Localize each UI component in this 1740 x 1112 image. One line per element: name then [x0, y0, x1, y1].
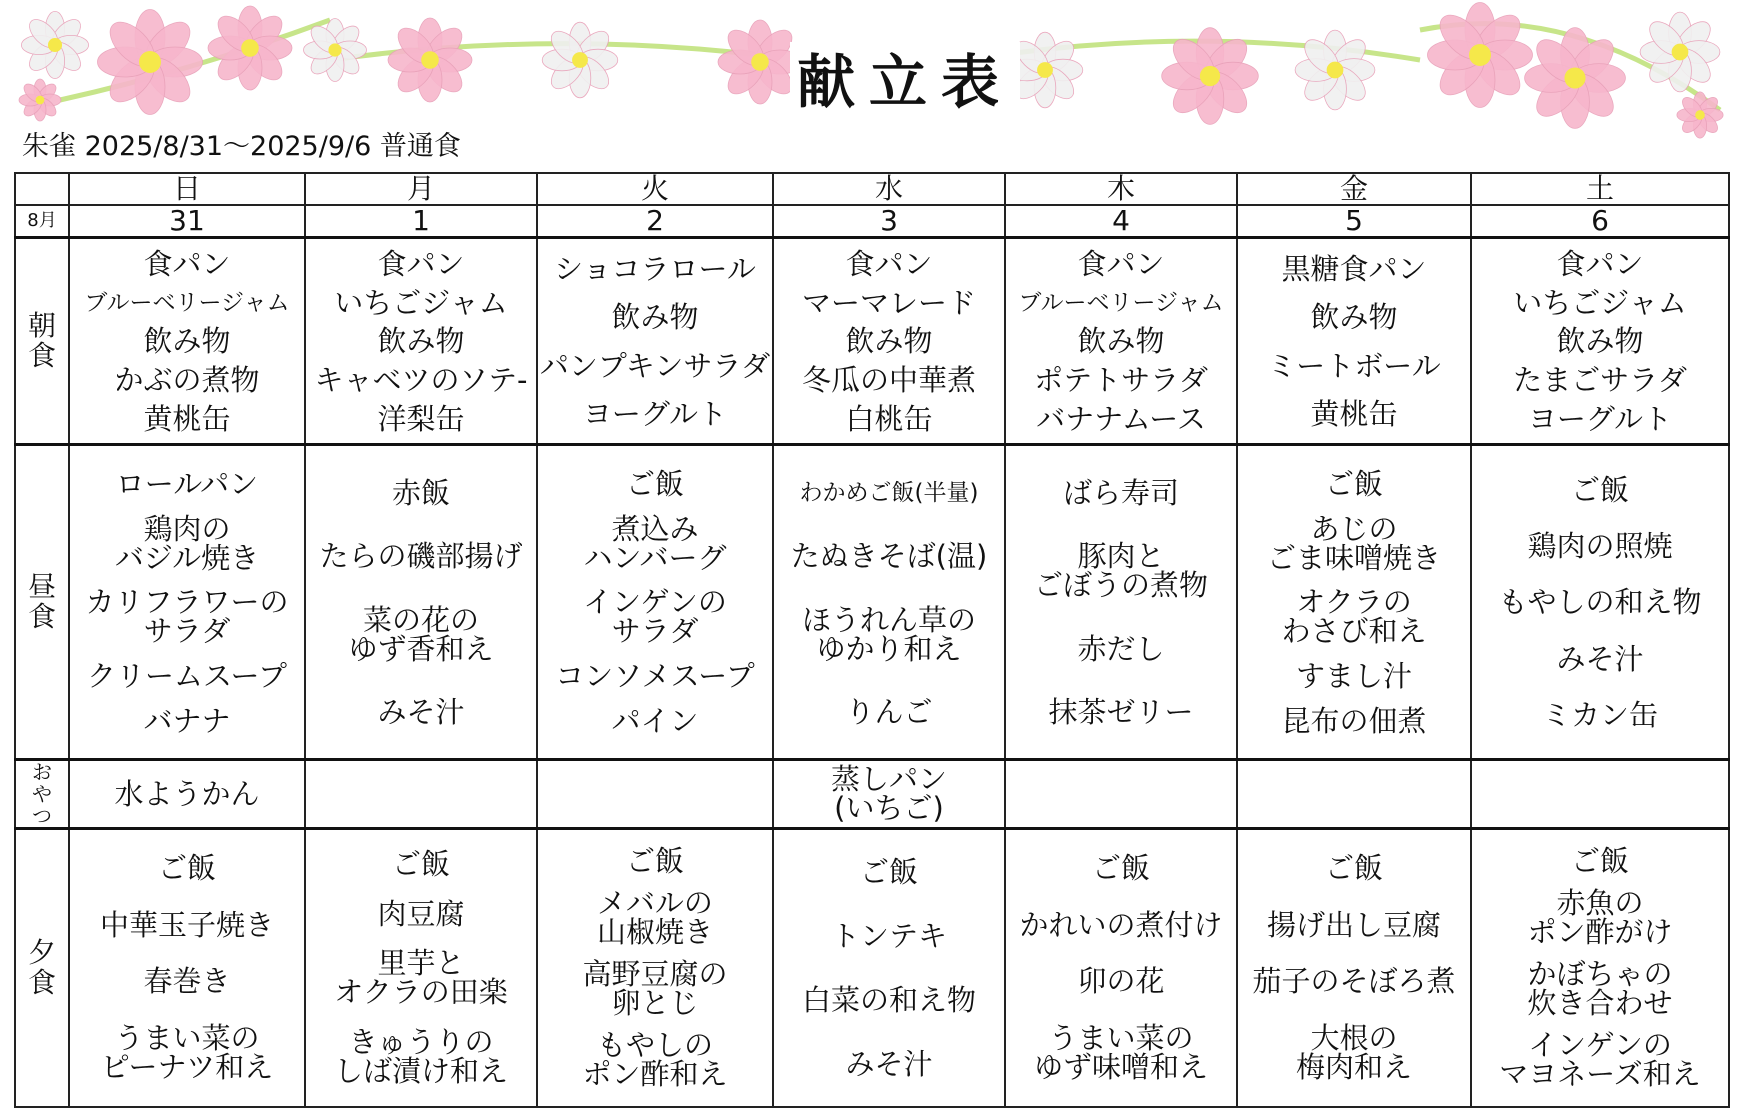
menu-item: 抹茶ゼリー — [1048, 694, 1194, 729]
breakfast-label — [15, 238, 69, 445]
weekday-row — [15, 173, 1729, 205]
menu-item: 食パン — [1077, 246, 1165, 281]
corner-cell — [15, 173, 69, 205]
menu-item: 食パン — [845, 246, 933, 281]
menu-item: 卯の花 — [1077, 964, 1165, 999]
snack-cell — [773, 760, 1005, 829]
dinner-row — [15, 829, 1729, 1108]
page-title: 献立表 — [790, 42, 1020, 122]
meal-label-text: お や つ — [32, 760, 52, 828]
menu-item: 春巻き — [143, 964, 231, 999]
menu-item: いちごジャム — [334, 285, 508, 320]
weekday-cell: 水 — [773, 173, 1005, 205]
menu-items — [70, 239, 304, 443]
menu-item: コンソメスープ — [555, 659, 755, 694]
menu-item: 食パン — [143, 246, 231, 281]
menu-item: うまい菜の ゆず味噌和え — [1033, 1021, 1208, 1085]
menu-item: みそ汁 — [845, 1046, 933, 1081]
menu-item: 煮込み ハンバーグ — [583, 511, 727, 575]
breakfast-cell — [1237, 238, 1471, 445]
lunch-cell — [1237, 445, 1471, 760]
menu-item: メバルの 山椒焼き — [596, 885, 713, 949]
menu-items — [306, 239, 536, 443]
date-cell: 5 — [1237, 205, 1471, 238]
menu-item: ご飯 — [1570, 843, 1629, 878]
meal-label-text: 朝 食 — [27, 309, 56, 372]
weekday-cell: 金 — [1237, 173, 1471, 205]
menu-item: 飲み物 — [611, 300, 699, 335]
menu-items — [1472, 761, 1728, 827]
menu-item: 鶏肉の照焼 — [1527, 529, 1673, 564]
menu-item: ヨーグルト — [1527, 402, 1673, 437]
menu-item: かぶの煮物 — [114, 363, 260, 398]
dinner-cell — [1005, 829, 1237, 1108]
menu-item: 飲み物 — [377, 324, 465, 359]
menu-item: 昆布の佃煮 — [1281, 704, 1427, 739]
lunch-cell — [305, 445, 537, 760]
menu-items — [1006, 446, 1236, 758]
weekday-cell: 木 — [1005, 173, 1237, 205]
menu-items — [538, 761, 772, 827]
menu-item: わかめご飯(半量) — [799, 480, 979, 507]
menu-item: 揚げ出し豆腐 — [1266, 907, 1441, 942]
menu-item: インゲンの サラダ — [583, 585, 727, 649]
month-label: 8月 — [15, 205, 69, 238]
lunch-cell — [69, 445, 305, 760]
menu-item: 黒糖食パン — [1281, 251, 1427, 286]
breakfast-cell — [69, 238, 305, 445]
menu-table — [14, 172, 1730, 1108]
cosmos-flower — [19, 79, 61, 121]
menu-item: 里芋と オクラの田楽 — [334, 946, 508, 1010]
menu-item: パイン — [611, 704, 699, 739]
menu-items — [1006, 239, 1236, 443]
menu-subtitle: 朱雀 2025/8/31～2025/9/6 普通食 — [22, 131, 461, 162]
dinner-cell — [69, 829, 305, 1108]
menu-item: 中華玉子焼き — [99, 907, 274, 942]
menu-item: ブルーベリージャム — [1018, 289, 1224, 316]
snack-cell — [69, 760, 305, 829]
menu-items — [306, 761, 536, 827]
menu-items — [1006, 830, 1236, 1106]
menu-item: 黄桃缶 — [1310, 397, 1398, 432]
menu-items — [1238, 761, 1470, 827]
date-row — [15, 205, 1729, 238]
menu-item: 肉豆腐 — [377, 896, 465, 931]
menu-item: 菜の花の ゆず香和え — [348, 602, 494, 666]
menu-item: ばら寿司 — [1062, 476, 1179, 511]
menu-item: ショコラロール — [554, 251, 756, 286]
menu-item: 飲み物 — [1077, 324, 1165, 359]
menu-item: ご飯 — [391, 847, 450, 882]
menu-item: 飲み物 — [1556, 324, 1644, 359]
menu-item: 水ようかん — [114, 776, 260, 811]
cosmos-flower — [542, 22, 618, 98]
date-cell: 1 — [305, 205, 537, 238]
dinner-cell — [773, 829, 1005, 1108]
dinner-cell — [537, 829, 773, 1108]
menu-item: バナナムース — [1036, 402, 1206, 437]
dinner-cell — [1237, 829, 1471, 1108]
lunch-row — [15, 445, 1729, 760]
menu-items — [70, 761, 304, 827]
snack-cell — [1005, 760, 1237, 829]
menu-item: ポテトサラダ — [1034, 363, 1208, 398]
menu-item: 飲み物 — [845, 324, 933, 359]
menu-item: 高野豆腐の 卵とじ — [582, 957, 728, 1021]
menu-item: うまい菜の ピーナツ和え — [100, 1021, 274, 1085]
menu-item: ロールパン — [115, 466, 259, 501]
menu-item: みそ汁 — [377, 694, 465, 729]
breakfast-row — [15, 238, 1729, 445]
menu-item: 飲み物 — [1310, 300, 1398, 335]
dinner-label — [15, 829, 69, 1108]
menu-items — [538, 239, 772, 443]
date-cell: 31 — [69, 205, 305, 238]
menu-items — [774, 446, 1004, 758]
menu-items — [70, 446, 304, 758]
date-cell: 4 — [1005, 205, 1237, 238]
menu-item: 白桃缶 — [845, 402, 933, 437]
menu-items — [1238, 446, 1470, 758]
lunch-cell — [537, 445, 773, 760]
menu-item: 白菜の和え物 — [801, 982, 976, 1017]
menu-items — [774, 761, 1004, 827]
lunch-cell — [773, 445, 1005, 760]
menu-item: 鶏肉の バジル焼き — [114, 511, 260, 575]
dinner-cell — [1471, 829, 1729, 1108]
menu-item: 冬瓜の中華煮 — [801, 363, 976, 398]
menu-item: オクラの わさび和え — [1281, 585, 1427, 649]
menu-item: ご飯 — [625, 843, 684, 878]
date-cell: 2 — [537, 205, 773, 238]
menu-item: もやしの和え物 — [1498, 585, 1702, 620]
weekday-cell: 月 — [305, 173, 537, 205]
menu-item: ミカン缶 — [1541, 698, 1658, 733]
menu-item: 赤飯 — [391, 476, 450, 511]
menu-items — [538, 830, 772, 1106]
menu-item: バナナ — [143, 704, 231, 739]
menu-items — [1472, 446, 1728, 758]
breakfast-cell — [537, 238, 773, 445]
menu-item: 食パン — [377, 246, 465, 281]
menu-item: ご飯 — [157, 850, 216, 885]
menu-item: ヨーグルト — [582, 397, 728, 432]
menu-item: トンテキ — [830, 918, 947, 953]
menu-item: ほうれん草の ゆかり和え — [801, 602, 976, 666]
menu-item: 大根の 梅肉和え — [1295, 1021, 1412, 1085]
cosmos-flower — [1677, 92, 1723, 138]
menu-item: ご飯 — [1324, 850, 1383, 885]
breakfast-cell — [1005, 238, 1237, 445]
menu-item: たらの磯部揚げ — [319, 539, 523, 574]
menu-item: 洋梨缶 — [377, 402, 465, 437]
menu-item: 赤魚の ポン酢がけ — [1527, 885, 1673, 949]
menu-item: かぼちゃの 炊き合わせ — [1527, 957, 1673, 1021]
menu-item: キャベツのソテ- — [314, 363, 528, 398]
cosmos-flower — [304, 19, 367, 82]
snack-cell — [305, 760, 537, 829]
breakfast-cell — [773, 238, 1005, 445]
cosmos-flower — [208, 6, 292, 90]
dinner-cell — [305, 829, 537, 1108]
menu-item: ブルーベリージャム — [84, 289, 290, 316]
menu-items — [774, 830, 1004, 1106]
menu-item: インゲンの マヨネーズ和え — [1499, 1028, 1701, 1092]
lunch-label — [15, 445, 69, 760]
menu-item: 茄子のそぼろ煮 — [1252, 964, 1456, 999]
weekday-cell: 火 — [537, 173, 773, 205]
menu-item: いちごジャム — [1513, 285, 1687, 320]
menu-items — [1006, 761, 1236, 827]
menu-items — [1238, 239, 1470, 443]
menu-item: りんご — [845, 694, 933, 729]
menu-item: みそ汁 — [1556, 641, 1644, 676]
breakfast-cell — [305, 238, 537, 445]
menu-item: 食パン — [1556, 246, 1644, 281]
menu-items — [1238, 830, 1470, 1106]
menu-items — [1472, 830, 1728, 1106]
snack-cell — [1237, 760, 1471, 829]
menu-item: クリームスープ — [86, 659, 288, 694]
snack-row — [15, 760, 1729, 829]
cosmos-flower — [1162, 28, 1259, 125]
cosmos-flower — [98, 10, 203, 115]
menu-item: カリフラワーの サラダ — [85, 585, 289, 649]
menu-items — [306, 830, 536, 1106]
menu-item: ご飯 — [859, 854, 918, 889]
menu-items — [1472, 239, 1728, 443]
snack-cell — [1471, 760, 1729, 829]
menu-items — [306, 446, 536, 758]
snack-cell — [537, 760, 773, 829]
menu-item: マーマレード — [801, 285, 976, 320]
weekday-cell: 土 — [1471, 173, 1729, 205]
cosmos-flower — [1295, 30, 1375, 110]
menu-item: あじの ごま味噌焼き — [1266, 511, 1441, 575]
meal-label-text: 昼 食 — [27, 570, 56, 633]
menu-item: 黄桃缶 — [143, 402, 231, 437]
menu-items — [70, 830, 304, 1106]
menu-item: ミートボール — [1267, 348, 1441, 383]
menu-item: パンプキンサラダ — [539, 348, 771, 383]
lunch-cell — [1471, 445, 1729, 760]
menu-item: もやしの ポン酢和え — [582, 1028, 728, 1092]
menu-item: かれいの煮付け — [1019, 907, 1223, 942]
lunch-cell — [1005, 445, 1237, 760]
breakfast-cell — [1471, 238, 1729, 445]
menu-item: すまし汁 — [1295, 659, 1412, 694]
menu-item: 蒸しパン (いちご) — [830, 762, 947, 825]
date-cell: 3 — [773, 205, 1005, 238]
meal-label-text: 夕 食 — [27, 936, 56, 999]
menu-item: ご飯 — [1324, 466, 1383, 501]
menu-item: ご飯 — [1570, 472, 1629, 507]
cosmos-flower — [1640, 12, 1720, 92]
menu-item: 飲み物 — [143, 324, 231, 359]
menu-item: たぬきそば(温) — [790, 539, 988, 574]
snack-label — [15, 760, 69, 829]
menu-item: たまごサラダ — [1513, 363, 1687, 398]
cosmos-flower — [388, 18, 472, 102]
cosmos-flower — [21, 11, 88, 78]
menu-item: きゅうりの しば漬け和え — [333, 1024, 508, 1088]
menu-item: 豚肉と ごぼうの煮物 — [1033, 539, 1208, 603]
cosmos-flower — [1525, 28, 1626, 129]
date-cell: 6 — [1471, 205, 1729, 238]
menu-item: ご飯 — [1091, 850, 1150, 885]
menu-items — [774, 239, 1004, 443]
cosmos-flower — [1428, 3, 1533, 108]
menu-item: ご飯 — [625, 466, 684, 501]
menu-items — [538, 446, 772, 758]
weekday-cell: 日 — [69, 173, 305, 205]
menu-item: 赤だし — [1077, 631, 1165, 666]
